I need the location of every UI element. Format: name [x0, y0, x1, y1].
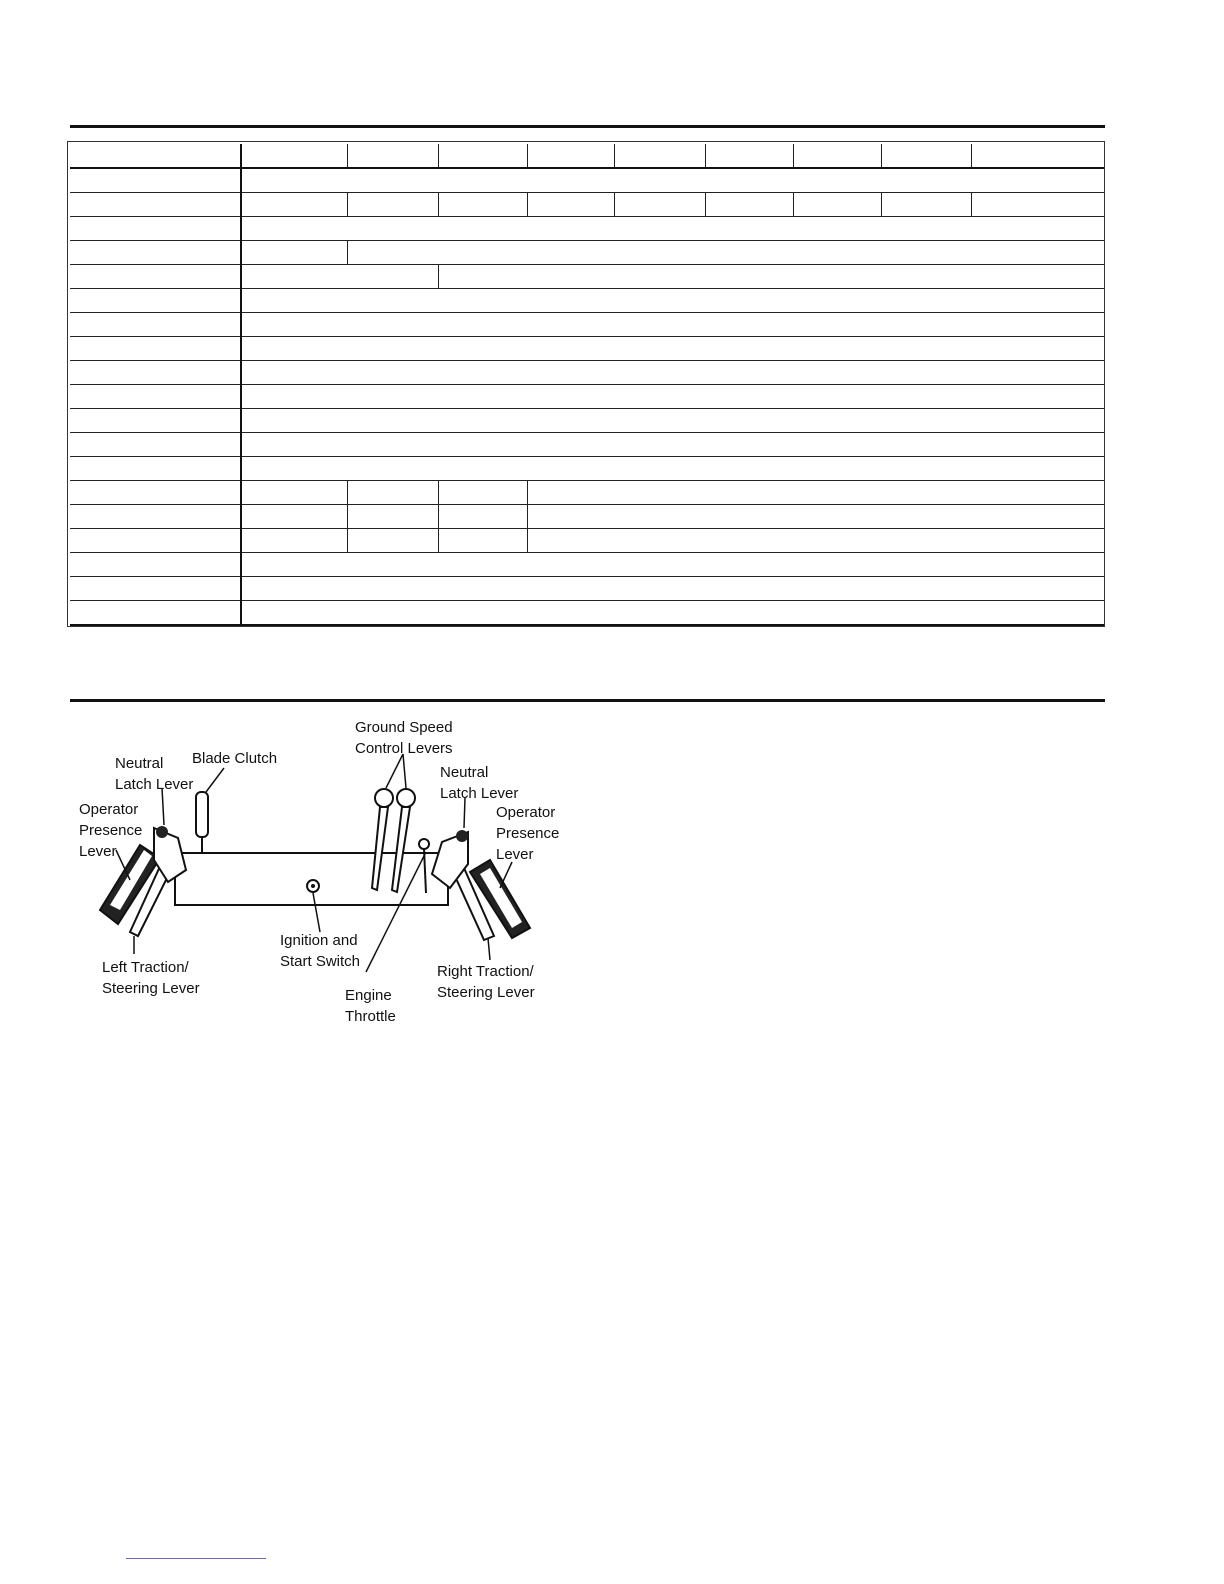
svg-text:Presence: Presence — [496, 825, 560, 842]
svg-text:Throttle: Throttle — [345, 1008, 396, 1025]
svg-text:Operator: Operator — [496, 804, 556, 821]
svg-text:Lever: Lever — [496, 846, 534, 863]
svg-text:Steering Lever: Steering Lever — [437, 984, 535, 1001]
table-row — [70, 433, 1104, 457]
svg-text:Lever: Lever — [79, 843, 117, 860]
label-operator-presence-right — [496, 804, 559, 863]
table-row — [70, 168, 1104, 193]
table-row — [70, 505, 1104, 529]
table-row — [70, 601, 1104, 626]
svg-text:Neutral: Neutral — [115, 755, 164, 772]
table-row — [70, 457, 1104, 481]
footer-link-underline[interactable] — [126, 1558, 266, 1559]
table-row — [70, 409, 1104, 433]
svg-text:Neutral: Neutral — [440, 764, 489, 781]
table-row — [70, 241, 1104, 265]
svg-text:Right Traction/: Right Traction/ — [437, 963, 534, 980]
table-row — [70, 481, 1104, 505]
svg-text:Latch Lever: Latch Lever — [115, 776, 194, 793]
svg-text:Control Levers: Control Levers — [355, 740, 453, 757]
label-right-traction — [437, 963, 535, 1001]
table-row — [70, 265, 1104, 289]
label-neutral-latch-left — [115, 755, 193, 793]
svg-text:Blade Clutch: Blade Clutch — [192, 750, 278, 767]
table-row — [70, 385, 1104, 409]
label-blade-clutch — [192, 750, 277, 767]
label-engine-throttle — [345, 987, 396, 1025]
svg-text:Steering Lever: Steering Lever — [102, 980, 200, 997]
table-row — [70, 144, 1104, 168]
label-operator-presence-left — [79, 801, 142, 860]
label-neutral-latch-right — [440, 764, 518, 802]
table-row — [70, 289, 1104, 313]
table-row — [70, 193, 1104, 217]
console-panel — [175, 853, 448, 905]
table-row — [70, 313, 1104, 337]
svg-text:Left Traction/: Left Traction/ — [102, 959, 189, 976]
table-row — [70, 337, 1104, 361]
label-ground-speed — [355, 719, 453, 757]
section-rule-controls — [70, 699, 1105, 702]
svg-text:Ground Speed: Ground Speed — [355, 719, 453, 736]
table-row — [70, 529, 1104, 553]
table-row — [70, 577, 1104, 601]
controls-diagram — [70, 710, 570, 1040]
spec-table — [70, 144, 1104, 626]
svg-text:Presence: Presence — [79, 822, 143, 839]
section-rule-top — [70, 125, 1105, 128]
blade-clutch-icon — [196, 792, 208, 837]
table-row — [70, 361, 1104, 385]
table-row — [70, 217, 1104, 241]
label-ignition — [280, 932, 360, 970]
svg-text:Operator: Operator — [79, 801, 139, 818]
svg-text:Latch Lever: Latch Lever — [440, 785, 519, 802]
svg-text:Ignition and: Ignition and — [280, 932, 358, 949]
svg-text:Start Switch: Start Switch — [280, 953, 361, 970]
label-left-traction — [102, 959, 200, 997]
table-row — [70, 553, 1104, 577]
svg-text:Engine: Engine — [345, 987, 392, 1004]
